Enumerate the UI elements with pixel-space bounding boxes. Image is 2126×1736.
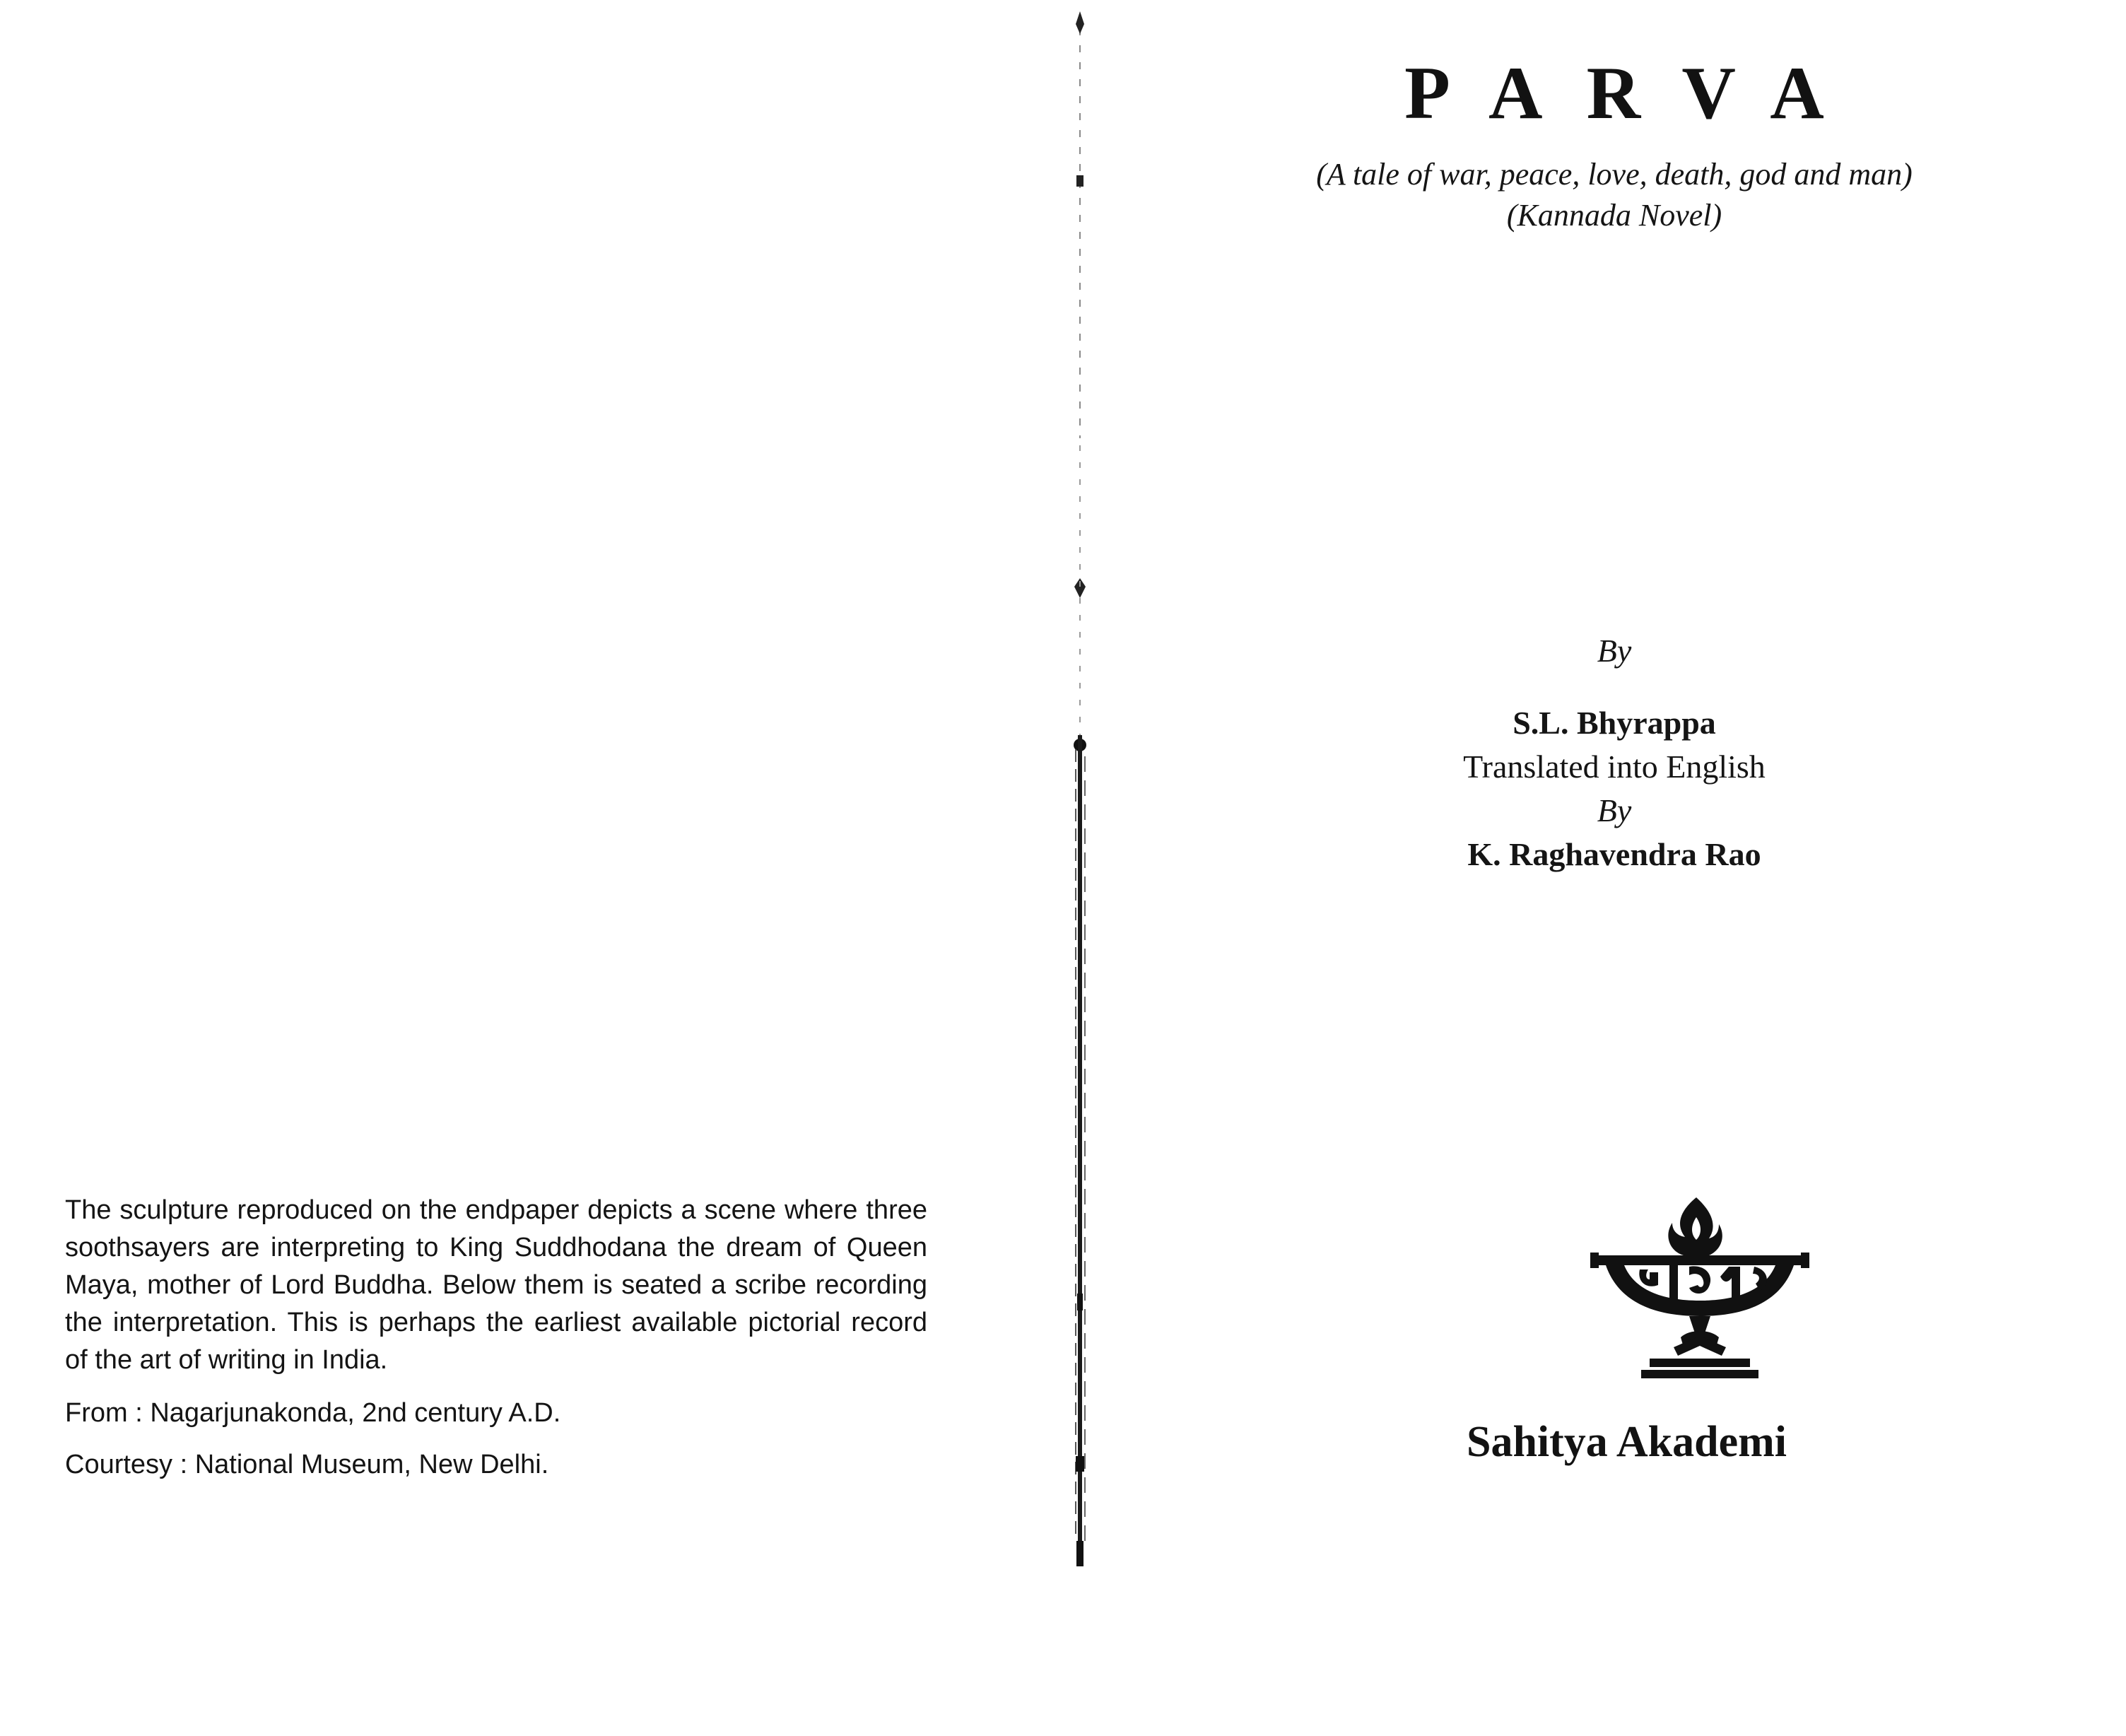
subtitle-genre: (Kannada Novel) — [1506, 198, 1722, 233]
author-name: S.L. Bhyrappa — [1513, 705, 1716, 741]
endpaper-courtesy: Courtesy : National Museum, New Delhi. — [65, 1450, 549, 1479]
book-subtitle — [1103, 154, 2126, 236]
endpaper-note — [65, 1192, 927, 1498]
endpaper-description: The sculpture reproduced on the endpaper depicts a scene where three soothsayers are interpreting to King Suddhodana the dream of Queen Maya, mother of Lord Buddha. Below them is seated a scribe recording the interpretation. This is perhaps the earliest available pictorial record of the art of writing in India. — [65, 1195, 927, 1375]
credits-block — [1103, 629, 2126, 876]
sahitya-akademi-lamp-logo-icon — [1590, 1196, 1809, 1381]
translation-note: Translated into English — [1463, 749, 1766, 785]
by-label-translator: By — [1597, 792, 1632, 828]
spine-texture-graphic — [1066, 0, 1094, 1569]
publisher-name: Sahitya Akademi — [1466, 1418, 1787, 1466]
subtitle-tagline: (A tale of war, peace, love, death, god and man) — [1316, 157, 1913, 192]
left-page — [0, 0, 1060, 1736]
by-label: By — [1597, 633, 1632, 669]
book-title: PARVA — [1404, 52, 1868, 134]
title-page — [1103, 0, 2126, 1736]
endpaper-source: From : Nagarjunakonda, 2nd century A.D. — [65, 1398, 561, 1428]
book-spine-gutter — [1066, 0, 1094, 1569]
translator-name: K. Raghavendra Rao — [1467, 836, 1761, 872]
